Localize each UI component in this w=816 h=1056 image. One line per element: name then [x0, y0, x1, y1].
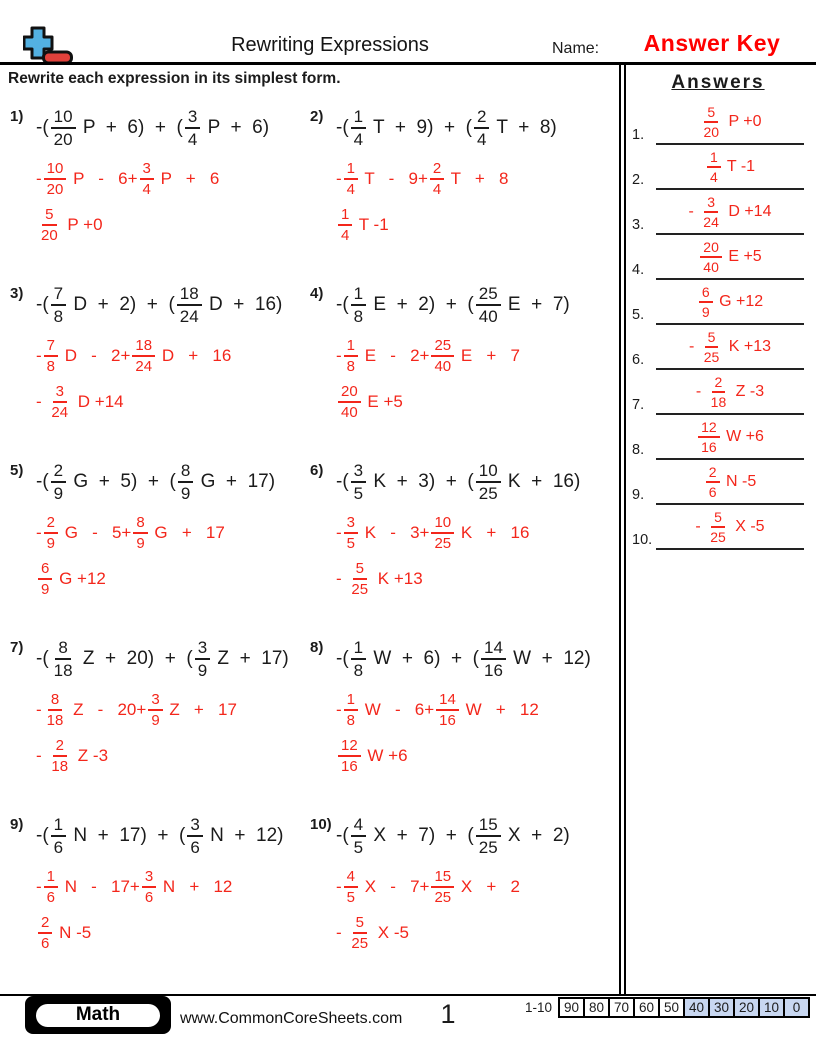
answer-row-3 [632, 190, 804, 235]
problem-expression: -( $\frac{2}{9}$ G + 5) + ( $\frac{8}{9}$ G + 17) [36, 461, 276, 503]
header-rule [0, 62, 816, 65]
plus-minus-logo-icon [23, 26, 73, 66]
simplified-line: $\frac{5}{20}$ P +0 [41, 206, 103, 244]
answer-key-label: Answer Key [643, 30, 781, 56]
answer-blank [656, 148, 804, 190]
problem-expression: -( $\frac{10}{20}$ P + 6) + ( $\frac{3}{4}$ P + 6) [36, 107, 270, 149]
answer-number: 5. [632, 307, 645, 323]
answer-blank [656, 418, 804, 460]
score-cell-60: 60 [633, 997, 660, 1018]
answer-value: $\frac{6}{9}$ G +12 [697, 284, 763, 320]
work-line: - $\frac{10}{20}$ P - 6+ $\frac{3}{4}$ P + 6 [36, 160, 220, 198]
answer-row-4 [632, 235, 804, 280]
score-cell-20: 20 [733, 997, 760, 1018]
answer-blank [656, 238, 804, 280]
answer-blank [656, 103, 804, 145]
subject-badge [25, 996, 171, 1034]
answer-blank [656, 193, 804, 235]
problem-number: 7) [10, 639, 24, 656]
problem-number: 3) [10, 285, 24, 302]
problem-1 [10, 96, 310, 273]
answer-value: - $\frac{5}{25}$ K +13 [688, 329, 772, 365]
answer-number: 8. [632, 442, 645, 458]
simplified-line: $\frac{1}{4}$ T -1 [336, 206, 618, 244]
score-cell-0: 0 [783, 997, 810, 1018]
problem-number: 8) [310, 639, 324, 656]
answer-row-1 [632, 100, 804, 145]
answer-value: $\frac{12}{16}$ W +6 [696, 419, 764, 455]
problem-8 [310, 627, 618, 804]
simplified-line: $\frac{12}{16}$ W +6 [336, 737, 618, 775]
problem-expression: -( $\frac{1}{4}$ T + 9) + ( $\frac{2}{4}$ T + 8) [336, 107, 557, 149]
answer-number: 6. [632, 352, 645, 368]
answer-row-2 [632, 145, 804, 190]
problem-number: 10) [310, 816, 332, 833]
answer-row-8 [632, 415, 804, 460]
answer-row-9 [632, 460, 804, 505]
work-line: - $\frac{3}{5}$ K - 3+ $\frac{10}{25}$ K + 16 [336, 514, 530, 552]
problem-expression: -( $\frac{8}{18}$ Z + 20) + ( $\frac{3}{9}$ Z + 17) [36, 638, 289, 680]
subject-label: Math [34, 1002, 162, 1029]
score-strip [525, 997, 810, 1018]
answer-number: 10. [632, 532, 653, 548]
score-cell-70: 70 [608, 997, 635, 1018]
answer-row-7 [632, 370, 804, 415]
name-label: Name: [552, 40, 600, 57]
website-link[interactable]: www.CommonCoreSheets.com [180, 1010, 403, 1027]
problem-number: 5) [10, 462, 24, 479]
problem-number: 6) [310, 462, 324, 479]
page-number: 1 [440, 999, 456, 1029]
answer-value: $\frac{5}{20}$ P +0 [703, 104, 762, 140]
simplified-line: $\frac{20}{40}$ E +5 [336, 383, 618, 421]
score-cell-40: 40 [683, 997, 710, 1018]
answer-row-10 [632, 505, 804, 550]
problem-expression: -( $\frac{1}{8}$ E + 2) + ( $\frac{25}{40}$ E + 7) [336, 284, 570, 326]
answer-blank [656, 328, 804, 370]
problem-4 [310, 273, 618, 450]
score-cell-10: 10 [758, 997, 785, 1018]
answers-panel [632, 72, 804, 550]
work-line: - $\frac{4}{5}$ X - 7+ $\frac{15}{25}$ X + 2 [336, 868, 520, 906]
work-line: - $\frac{2}{9}$ G - 5+ $\frac{8}{9}$ G + 17 [36, 514, 225, 552]
answer-value: $\frac{1}{4}$ T -1 [705, 149, 755, 185]
score-cell-50: 50 [658, 997, 685, 1018]
score-cell-90: 90 [558, 997, 585, 1018]
problem-expression: -( $\frac{1}{8}$ W + 6) + ( $\frac{14}{16}$ W + 12) [336, 638, 591, 680]
problem-number: 1) [10, 108, 24, 125]
problem-number: 4) [310, 285, 324, 302]
problem-5 [10, 450, 310, 627]
problems-grid [10, 96, 618, 981]
answer-value: - $\frac{3}{24}$ D +14 [688, 194, 772, 230]
instruction-text: Rewrite each expression in its simplest form. [8, 70, 341, 87]
work-line: - $\frac{7}{8}$ D - 2+ $\frac{18}{24}$ D + 16 [36, 337, 232, 375]
work-line: - $\frac{1}{8}$ W - 6+ $\frac{14}{16}$ W + 12 [336, 691, 539, 729]
answer-value: - $\frac{2}{18}$ Z -3 [695, 374, 765, 410]
work-line: - $\frac{1}{6}$ N - 17+ $\frac{3}{6}$ N + 12 [36, 868, 233, 906]
simplified-line: $\frac{2}{6}$ N -5 [36, 914, 310, 952]
answer-row-6 [632, 325, 804, 370]
simplified-line: - $\frac{3}{24}$ D +14 [36, 383, 124, 421]
answer-row-5 [632, 280, 804, 325]
answer-value: - $\frac{5}{25}$ X -5 [695, 509, 765, 545]
page-title: Rewriting Expressions [231, 34, 429, 56]
work-line: - $\frac{1}{8}$ E - 2+ $\frac{25}{40}$ E + 7 [336, 337, 520, 375]
problem-2 [310, 96, 618, 273]
work-line: - $\frac{1}{4}$ T - 9+ $\frac{2}{4}$ T + 8 [336, 160, 509, 198]
answer-value: $\frac{20}{40}$ E +5 [698, 239, 761, 275]
answer-blank [656, 283, 804, 325]
problem-number: 2) [310, 108, 324, 125]
simplified-line: - $\frac{2}{18}$ Z -3 [36, 737, 109, 775]
simplified-line: - $\frac{5}{25}$ K +13 [336, 560, 423, 598]
problem-number: 9) [10, 816, 24, 833]
answer-blank [656, 463, 804, 505]
problem-expression: -( $\frac{7}{8}$ D + 2) + ( $\frac{18}{24}$ D + 16) [36, 284, 283, 326]
work-line: - $\frac{8}{18}$ Z - 20+ $\frac{3}{9}$ Z + 17 [36, 691, 237, 729]
problem-expression: -( $\frac{3}{5}$ K + 3) + ( $\frac{10}{25}$ K + 16) [336, 461, 581, 503]
simplified-line: - $\frac{5}{25}$ X -5 [336, 914, 409, 952]
answers-divider [619, 65, 626, 994]
score-range-label: 1-10 [524, 1000, 552, 1015]
problem-expression: -( $\frac{4}{5}$ X + 7) + ( $\frac{15}{25}$ X + 2) [336, 815, 570, 857]
problem-expression: -( $\frac{1}{6}$ N + 17) + ( $\frac{3}{6}$ N + 12) [36, 815, 284, 857]
answers-title: Answers [671, 72, 765, 93]
score-cell-80: 80 [583, 997, 610, 1018]
answer-number: 7. [632, 397, 645, 413]
problem-10 [310, 804, 618, 981]
answer-blank [656, 508, 804, 550]
problem-3 [10, 273, 310, 450]
answer-value: $\frac{2}{6}$ N -5 [704, 464, 756, 500]
problem-7 [10, 627, 310, 804]
answer-number: 9. [632, 487, 645, 503]
answer-number: 2. [632, 172, 645, 188]
problem-9 [10, 804, 310, 981]
answer-number: 4. [632, 262, 645, 278]
answer-number: 3. [632, 217, 645, 233]
answer-number: 1. [632, 127, 645, 143]
problem-6 [310, 450, 618, 627]
answer-blank [656, 373, 804, 415]
simplified-line: $\frac{6}{9}$ G +12 [36, 560, 310, 598]
score-cell-30: 30 [708, 997, 735, 1018]
